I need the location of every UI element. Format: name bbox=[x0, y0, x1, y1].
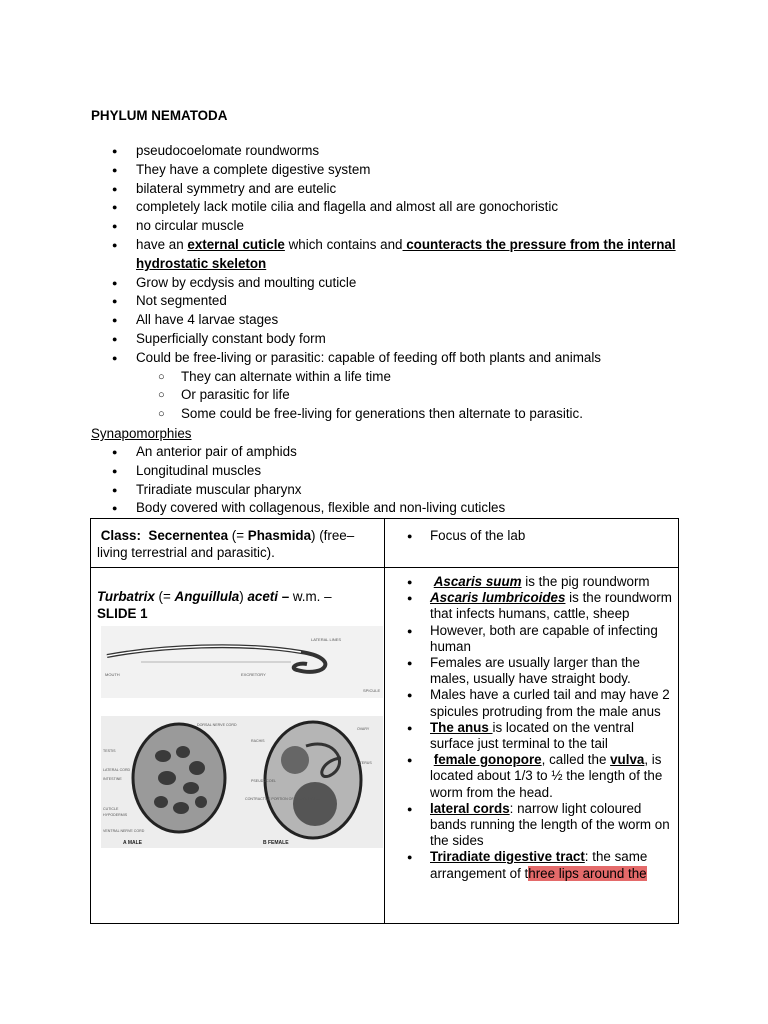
list-item: ● An anterior pair of amphids bbox=[91, 443, 505, 462]
list-item: ● Triradiate muscular pharynx bbox=[91, 481, 505, 500]
figure-label: RACHIS bbox=[251, 739, 265, 743]
text-run: , called the bbox=[541, 752, 611, 768]
list-item bbox=[385, 590, 678, 622]
focus-list bbox=[385, 528, 678, 544]
class-alt: Phasmida bbox=[247, 528, 312, 543]
list-item bbox=[91, 236, 768, 274]
worm-whole-figure bbox=[101, 626, 383, 698]
table-cell-specimen bbox=[91, 568, 385, 924]
epithet: aceti bbox=[247, 589, 278, 604]
figure-label: TESTIS bbox=[103, 749, 116, 753]
slide-label: SLIDE 1 bbox=[97, 606, 148, 621]
figure-caption-female: B FEMALE bbox=[263, 840, 289, 846]
figure-label: OVARY bbox=[357, 727, 370, 731]
list-item: ● no circular muscle bbox=[91, 217, 768, 236]
sub-list-item: ○ They can alternate within a life time bbox=[91, 368, 768, 387]
figure-label: SPICULE bbox=[363, 688, 381, 693]
list-item: ● bilateral symmetry and are eutelic bbox=[91, 180, 768, 199]
figure-label: DORSAL NERVE CORD bbox=[197, 723, 237, 727]
figure-label: INTESTINE bbox=[103, 777, 122, 781]
class-label: Class: bbox=[100, 528, 141, 543]
term-triradiate: Triradiate digestive tract bbox=[430, 849, 585, 865]
text-run: ) (free–living terrestrial and parasitic). bbox=[97, 528, 355, 560]
list-item: ● Grow by ecdysis and moulting cuticle bbox=[91, 274, 768, 293]
list-item bbox=[385, 752, 678, 801]
highlighted-text: hree lips around the bbox=[528, 865, 647, 881]
list-item: ● pseudocoelomate roundworms bbox=[91, 142, 768, 161]
text-run: , is located about 1/3 to ½ the length of the worm from the head. bbox=[430, 752, 663, 800]
list-item bbox=[385, 720, 678, 752]
list-item bbox=[91, 349, 768, 424]
species-ascaris-lumbricoides: Ascaris lumbricoides bbox=[430, 590, 566, 606]
figure-label: LATERAL CORD bbox=[103, 768, 131, 772]
sub-list bbox=[136, 368, 768, 424]
list-item: ● Body covered with collagenous, flexible and non-living cuticles bbox=[91, 499, 505, 518]
figure-label: CONTRACTILE PORTION OF MUSCLE CELL bbox=[245, 797, 320, 801]
text-run: have an bbox=[136, 236, 188, 252]
text-run: (= bbox=[228, 528, 248, 543]
cross-section-figure bbox=[101, 716, 383, 848]
list-item bbox=[385, 801, 678, 850]
figure-label: CUTICLE bbox=[103, 807, 119, 811]
figure-label: MOUTH bbox=[105, 672, 120, 677]
figure-label: LATERAL LINES bbox=[311, 637, 342, 642]
emphasis-external-cuticle: external cuticle bbox=[187, 236, 285, 252]
ovary-section bbox=[281, 746, 309, 774]
term-anus: The anus bbox=[430, 719, 493, 735]
species-ascaris-suum: Ascaris suum bbox=[433, 574, 522, 589]
table-cell-notes bbox=[385, 568, 679, 924]
uterus-section bbox=[293, 782, 337, 826]
text-run: which contains and bbox=[284, 236, 403, 252]
table-cell-class bbox=[91, 519, 385, 568]
text-run: is located on the ventral surface just terminal to the tail bbox=[430, 719, 634, 752]
text-run: Could be free-living or parasitic: capable of feeding off both plants and animals bbox=[136, 349, 601, 365]
table-row bbox=[91, 519, 679, 568]
term-female-gonopore: female gonopore bbox=[433, 752, 542, 768]
figure-label: PSEUDOCOEL bbox=[251, 779, 276, 783]
text-run: ) bbox=[239, 589, 248, 604]
list-item bbox=[385, 849, 678, 881]
list-item: ● Not segmented bbox=[91, 292, 768, 311]
sub-list-item: ○ Some could be free-living for generations then alternate to parasitic. bbox=[91, 405, 768, 424]
text-run: is the roundworm that infects humans, cattle, sheep bbox=[430, 590, 672, 622]
text-run: is the pig roundworm bbox=[521, 574, 650, 589]
emphasis-counteracts: counteracts the pressure from the internal hydrostatic skeleton bbox=[136, 236, 676, 271]
list-item: ● Females are usually larger than the males, usually have straight body. bbox=[385, 655, 678, 687]
text-run: (= bbox=[154, 589, 175, 604]
table-row bbox=[91, 568, 679, 924]
list-item: ● They have a complete digestive system bbox=[91, 161, 768, 180]
figure-label: EXCRETORY bbox=[241, 672, 266, 677]
synapomorphies-list bbox=[91, 443, 505, 518]
male-section bbox=[133, 724, 225, 832]
sub-list-item: ○ Or parasitic for life bbox=[91, 386, 768, 405]
class-name: Secernentea bbox=[148, 528, 229, 543]
figure-label: UTERUS bbox=[357, 761, 372, 765]
synapomorphies-heading: Synapomorphies bbox=[91, 426, 192, 441]
genus: Turbatrix bbox=[97, 589, 155, 604]
lab-table bbox=[90, 518, 679, 924]
page-title: PHYLUM NEMATODA bbox=[91, 108, 228, 123]
figure-label: HYPODERMIS bbox=[103, 813, 128, 817]
class-text bbox=[91, 519, 384, 567]
list-item: ● However, both are capable of infecting human bbox=[385, 623, 678, 655]
text-run: w.m. – bbox=[289, 589, 332, 604]
list-item: ● Focus of the lab bbox=[385, 528, 678, 544]
figure-label: VENTRAL NERVE CORD bbox=[103, 829, 145, 833]
term-vulva: vulva bbox=[610, 752, 645, 768]
text-run: : the same arrangement of t bbox=[430, 849, 648, 881]
table-cell-focus bbox=[385, 519, 679, 568]
notes-list bbox=[385, 574, 678, 882]
figure-caption-male: A MALE bbox=[123, 840, 142, 846]
text-run: – bbox=[277, 589, 290, 604]
list-item: ● Males have a curled tail and may have 2 spicules protruding from the male anus bbox=[385, 687, 678, 719]
text-run: : narrow light coloured bands running the length of the worm on the sides bbox=[430, 800, 670, 849]
list-item: ● All have 4 larvae stages bbox=[91, 311, 768, 330]
specimen-title bbox=[91, 568, 384, 622]
characteristics-list bbox=[91, 142, 768, 424]
list-item: ● completely lack motile cilia and flagella and almost all are gonochoristic bbox=[91, 198, 768, 217]
list-item: ● Longitudinal muscles bbox=[91, 462, 505, 481]
list-item: ● Superficially constant body form bbox=[91, 330, 768, 349]
list-item bbox=[385, 574, 678, 590]
term-lateral-cords: lateral cords bbox=[430, 800, 510, 816]
genus-alt: Anguillula bbox=[174, 589, 240, 604]
